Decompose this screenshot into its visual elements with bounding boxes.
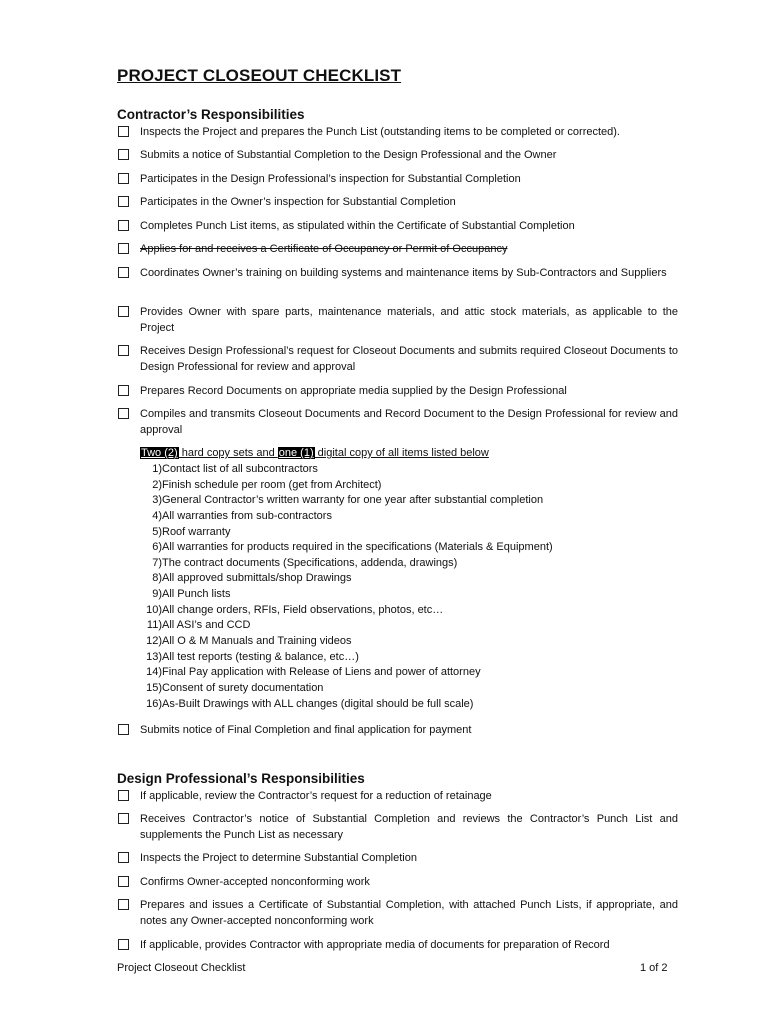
list-item: 5) Roof warranty <box>152 525 231 538</box>
checkbox[interactable] <box>118 790 129 801</box>
list-item: 11) All ASI’s and CCD <box>146 619 251 632</box>
item-text: Participates in the Design Professional’s inspection for Substantial Completion <box>140 173 521 185</box>
checkbox[interactable] <box>118 899 129 910</box>
item-text: Prepares Record Documents on appropriate media supplied by the Design Professional <box>140 385 567 397</box>
list-item: 15) Consent of surety documentation <box>146 681 324 694</box>
copies-requirement <box>140 446 489 462</box>
list-item: 3) General Contractor’s written warranty for one year after substantial completion <box>152 494 544 507</box>
item-text: Completes Punch List items, as stipulated within the Certificate of Substantial Completion <box>140 220 575 232</box>
list-item: 10) All change orders, RFIs, Field observations, photos, etc… <box>146 603 444 616</box>
design-item-3 <box>117 851 678 867</box>
design-item-2 <box>117 812 678 844</box>
checkbox[interactable] <box>118 267 129 278</box>
list-item: 12) All O & M Manuals and Training videos <box>146 635 352 648</box>
deliverables-list <box>140 462 553 712</box>
checkbox[interactable] <box>118 724 129 735</box>
item-text-struck: Applies for and receives a Certificate of Occupancy or Permit of Occupancy <box>140 243 508 255</box>
contractor-item-2 <box>117 148 678 164</box>
contractor-item-8 <box>117 305 678 337</box>
contractor-section-heading: Contractor’s Responsibilities <box>117 107 305 122</box>
design-item-5 <box>117 898 678 930</box>
contractor-item-1 <box>117 125 678 141</box>
item-text: If applicable, provides Contractor with appropriate media of documents for preparation of Record <box>140 939 610 951</box>
checkbox[interactable] <box>118 385 129 396</box>
list-item: 7) The contract documents (Specifications, addenda, drawings) <box>152 556 458 569</box>
design-item-1 <box>117 789 678 805</box>
page-title: PROJECT CLOSEOUT CHECKLIST <box>117 66 402 85</box>
design-item-4 <box>117 875 678 891</box>
list-item: 8) All approved submittals/shop Drawings <box>152 572 352 585</box>
list-item: 4) All warranties from sub-contractors <box>152 509 332 522</box>
copies-rest: digital copy of all items listed below <box>314 447 489 459</box>
contractor-item-5 <box>117 219 678 235</box>
contractor-item-6 <box>117 242 678 258</box>
list-item: 6) All warranties for products required in the specifications (Materials & Equipment) <box>152 541 553 554</box>
contractor-item-11 <box>117 407 678 439</box>
checkbox[interactable] <box>118 939 129 950</box>
list-item: 14) Final Pay application with Release of Liens and power of attorney <box>146 666 481 679</box>
item-text: Confirms Owner-accepted nonconforming work <box>140 876 370 888</box>
footer-page-number: 1 of 2 <box>640 962 668 974</box>
checkbox[interactable] <box>118 813 129 824</box>
item-text: Receives Design Professional’s request for Closeout Documents and submits required Closeout Documents to Design Professional for review and approval <box>140 345 678 373</box>
contractor-final-item <box>117 723 678 739</box>
footer-document-name: Project Closeout Checklist <box>117 962 246 974</box>
item-text: Receives Contractor’s notice of Substantial Completion and reviews the Contractor’s Punch List and supplements the Punch List as necessary <box>140 813 678 841</box>
item-text: Compiles and transmits Closeout Documents and Record Document to the Design Professional for review and approval <box>140 408 678 436</box>
list-item: 13) All test reports (testing & balance, etc…) <box>146 650 359 663</box>
checkbox[interactable] <box>118 220 129 231</box>
checkbox[interactable] <box>118 306 129 317</box>
checkbox[interactable] <box>118 149 129 160</box>
checkbox[interactable] <box>118 173 129 184</box>
item-text: Submits notice of Final Completion and final application for payment <box>140 724 472 736</box>
list-item: 1) Contact list of all subcontractors <box>152 463 318 475</box>
checkbox[interactable] <box>118 345 129 356</box>
item-text: If applicable, review the Contractor’s request for a reduction of retainage <box>140 790 492 802</box>
item-text: Prepares and issues a Certificate of Substantial Completion, with attached Punch Lists, if appropriate, and notes any Owner-accepted nonconforming work <box>140 899 678 927</box>
checkbox[interactable] <box>118 196 129 207</box>
list-item: 2) Finish schedule per room (get from Architect) <box>152 478 382 491</box>
item-text: Submits a notice of Substantial Completion to the Design Professional and the Owner <box>140 149 557 161</box>
item-text: Coordinates Owner’s training on building systems and maintenance items by Sub-Contractors and Suppliers <box>140 267 667 279</box>
item-text: Inspects the Project to determine Substantial Completion <box>140 852 417 864</box>
design-item-6 <box>117 938 678 954</box>
checkbox[interactable] <box>118 126 129 137</box>
checkbox[interactable] <box>118 852 129 863</box>
copies-one-highlight: one (1) <box>278 447 314 459</box>
copies-two-highlight: Two (2) <box>141 447 178 459</box>
checkbox[interactable] <box>118 408 129 419</box>
contractor-item-10 <box>117 384 678 400</box>
checkbox[interactable] <box>118 876 129 887</box>
contractor-item-3 <box>117 172 678 188</box>
list-item: 16) As-Built Drawings with ALL changes (digital should be full scale) <box>146 697 474 710</box>
item-text: Provides Owner with spare parts, maintenance materials, and attic stock materials, as applicable to the Project <box>140 306 678 334</box>
item-text: Inspects the Project and prepares the Punch List (outstanding items to be completed or corrected). <box>140 126 620 138</box>
contractor-item-7 <box>117 266 678 282</box>
checkbox[interactable] <box>118 243 129 254</box>
copies-mid: hard copy sets and <box>178 447 278 459</box>
contractor-item-4 <box>117 195 678 211</box>
design-section-heading: Design Professional’s Responsibilities <box>117 771 365 786</box>
list-item: 9) All Punch lists <box>152 588 231 601</box>
item-text: Participates in the Owner’s inspection for Substantial Completion <box>140 196 456 208</box>
contractor-item-9 <box>117 344 678 376</box>
